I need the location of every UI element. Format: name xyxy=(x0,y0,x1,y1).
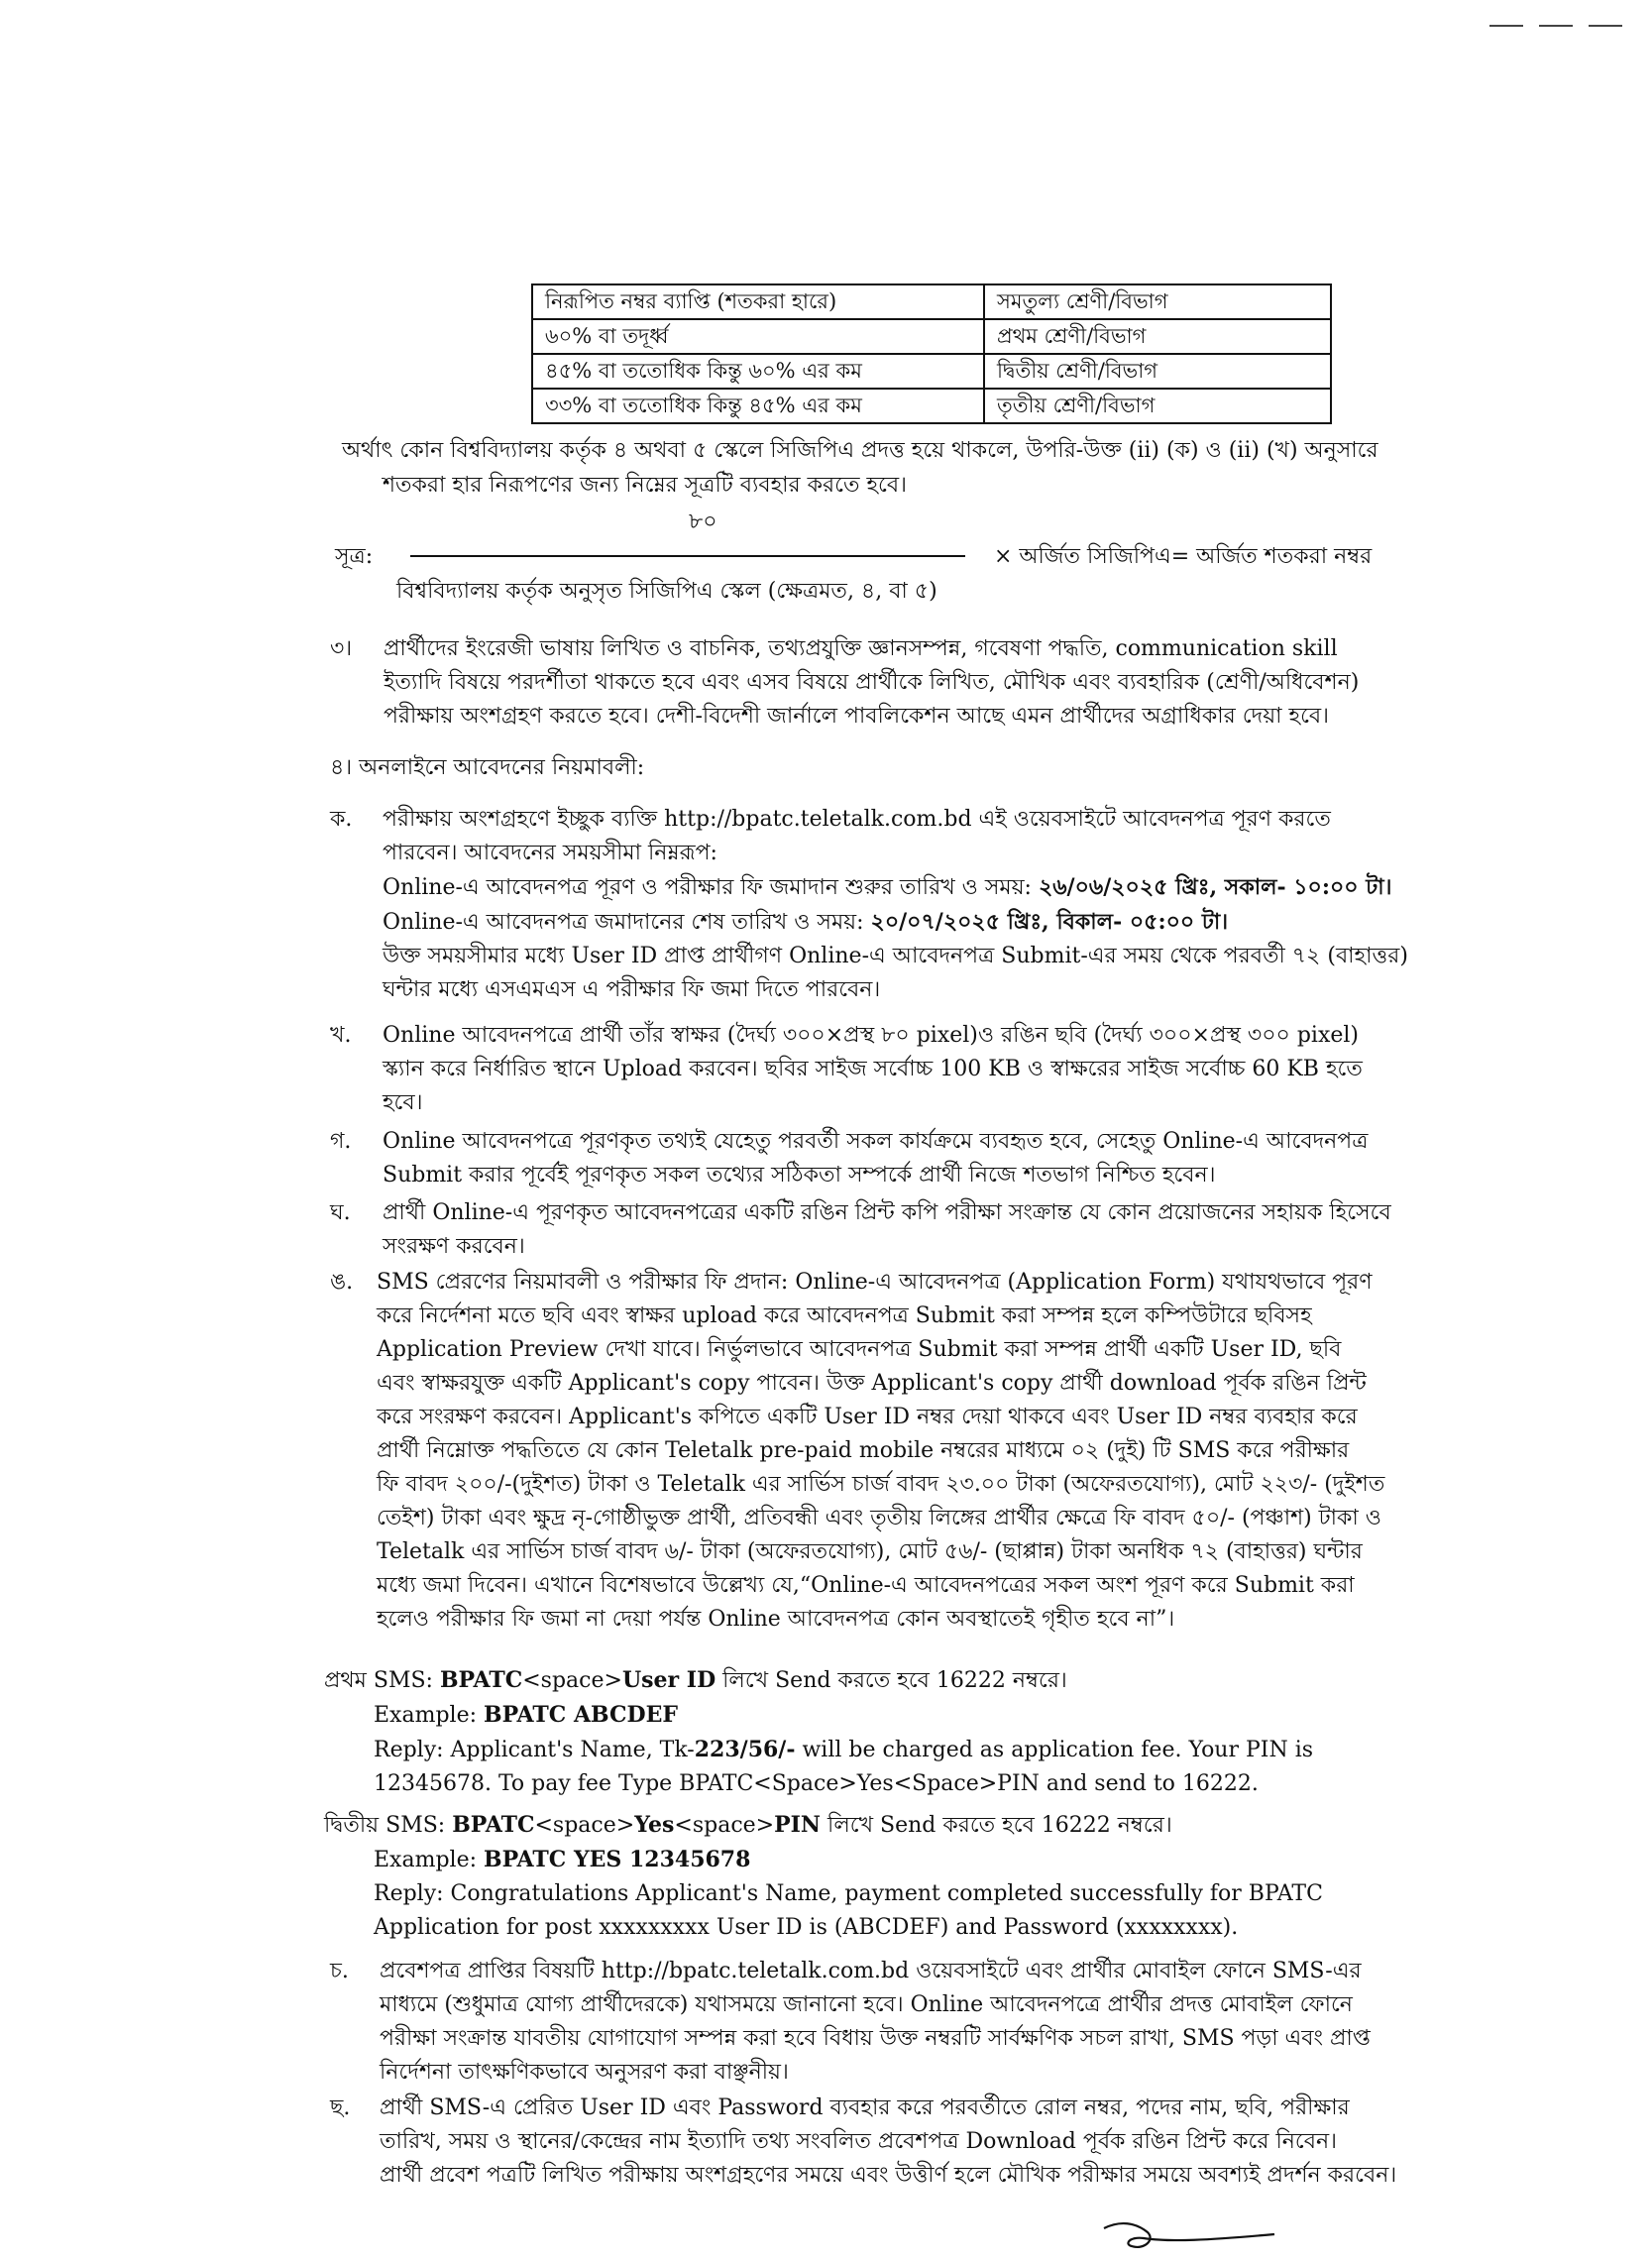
example-label: Example: xyxy=(374,1848,484,1872)
text-line: করে নির্দেশনা মতে ছবি এবং স্বাক্ষর upload করে আবেদনপত্র Submit করা সম্পন্ন হলে কম্পিউটারে ছবিসহ xyxy=(377,1303,1312,1328)
example-value: BPATC ABCDEF xyxy=(484,1702,678,1728)
text-line: প্রার্থী নিম্নোক্ত পদ্ধতিতে যে কোন Teletalk pre-paid mobile নম্বরের মাধ্যমে ০২ (দুই) টি SMS করে পরীক্ষার xyxy=(377,1438,1350,1463)
text-line: প্রার্থী প্রবেশ পত্রটি লিখিত পরীক্ষায় অংশগ্রহণের সময়ে এবং উত্তীর্ণ হলে মৌখিক পরীক্ষার সময়ে অবশ্যই প্রদর্শন করবেন। xyxy=(380,2163,1397,2188)
table-header-cell: নিরূপিত নম্বর ব্যাপ্তি (শতকরা হারে) xyxy=(532,284,984,319)
text-line: উক্ত সময়সীমার মধ্যে User ID প্রাপ্ত প্রার্থীগণ Online-এ আবেদনপত্র Submit-এর সময় থেকে পরবর্তী ৭২ (বাহাত্তর) xyxy=(383,944,1408,968)
example-label: Example: xyxy=(374,1703,484,1728)
reply-text: Application for post xxxxxxxxx User ID is (ABCDEF) and Password (xxxxxxxx). xyxy=(374,1915,1239,1940)
reply-fee: 223/56/- xyxy=(694,1737,796,1762)
formula-numerator: ৮০ xyxy=(689,509,717,534)
item-marker: ঙ. xyxy=(330,1270,354,1295)
table-cell: ৬০% বা তদূর্ধ্ব xyxy=(532,319,984,354)
example-value: BPATC YES 12345678 xyxy=(484,1847,751,1872)
item-marker: চ. xyxy=(330,1959,349,1983)
text-line: প্রার্থী Online-এ পূরণকৃত আবেদনপত্রের একটি রঙিন প্রিন্ট কপি পরীক্ষা সংক্রান্ত যে কোন প্রয়োজনের সহায়ক হিসেবে xyxy=(383,1200,1391,1225)
formula-label: সূত্র: xyxy=(335,544,374,569)
text-line: তেইশ) টাকা এবং ক্ষুদ্র নৃ-গোষ্ঠীভুক্ত প্রার্থী, প্রতিবন্ধী এবং তৃতীয় লিঙ্গের প্রার্থীর ক্ষেত্রে ফি বাবদ ৫০/- (পঞ্চাশ) টাকা ও xyxy=(377,1506,1381,1530)
text-line: Teletalk এর সার্ভিস চার্জ বাবদ ৬/- টাকা (অফেরতযোগ্য), মোট ৫৬/- (ছাপ্পান্ন) টাকা অনধিক ৭২ (বাহাত্তর) ঘন্টার xyxy=(377,1539,1363,1564)
signature-mark xyxy=(1100,2216,1278,2262)
text-line: Online আবেদনপত্রে পূরণকৃত তথ্যই যেহেতু পরবর্তী সকল কার্যক্রমে ব্যবহৃত হবে, সেহেতু Online-এ আবেদনপত্র xyxy=(383,1129,1369,1154)
reply-text: Reply: Congratulations Applicant's Name, payment completed successfully for BPATC xyxy=(374,1881,1323,1906)
item-ga-text xyxy=(383,1125,1368,1192)
sms-2-instruction xyxy=(324,1808,1323,1843)
item-uma-text xyxy=(377,1266,1384,1637)
section-3-text xyxy=(384,632,1359,734)
table-cell: তৃতীয় শ্রেণী/বিভাগ xyxy=(984,389,1331,423)
intro-line: শতকরা হার নিরূপণের জন্য নিম্নের সূত্রটি ব্যবহার করতে হবে। xyxy=(383,473,907,498)
text-line: প্রার্থী SMS-এ প্রেরিত User ID এবং Password ব্যবহার করে পরবর্তীতে রোল নম্বর, পদের নাম, ছবি, পরীক্ষার xyxy=(380,2095,1350,2120)
item-cha-text xyxy=(380,1955,1371,2090)
text-line: প্রার্থীদের ইংরেজী ভাষায় লিখিত ও বাচনিক, তথ্যপ্রযুক্তি জ্ঞানসম্পন্ন, গবেষণা পদ্ধতি, communication skill xyxy=(384,636,1338,661)
sms-1-reply xyxy=(324,1733,1313,1767)
sms-1-prefix: প্রথম SMS: xyxy=(324,1668,440,1693)
text-line: মাধ্যমে (শুধুমাত্র যোগ্য প্রার্থীদেরকে) যথাসময়ে জানানো হবে। Online আবেদনপত্রে প্রার্থীর প্রদত্ত মোবাইল ফোনে xyxy=(380,1992,1353,2017)
text-line: মধ্যে জমা দিবেন। এখানে বিশেষভাবে উল্লেখ্য যে,“Online-এ আবেদনপত্রের সকল অংশ পূরণ করে Submit করা xyxy=(377,1573,1355,1598)
item-marker: ছ. xyxy=(330,2095,351,2120)
table-header-row xyxy=(532,284,1331,319)
text-line: ফি বাবদ ২০০/-(দুইশত) টাকা ও Teletalk এর সার্ভিস চার্জ বাবদ ২৩.০০ টাকা (অফেরতযোগ্য), মোট ২২৩/- (দুইশত xyxy=(377,1472,1385,1497)
item-gha-text xyxy=(383,1196,1391,1264)
sms-1-suffix: লিখে Send করতে হবে 16222 নম্বরে। xyxy=(716,1668,1067,1693)
table-cell: ৩৩% বা ততোধিক কিন্তু ৪৫% এর কম xyxy=(532,389,984,423)
formula-denominator: বিশ্ববিদ্যালয় কর্তৃক অনুসৃত সিজিপিএ স্কেল (ক্ষেত্রমত, ৪, বা ৫) xyxy=(396,579,937,604)
text-line: এবং স্বাক্ষরযুক্ত একটি Applicant's copy পাবেন। উক্ত Applicant's copy প্রার্থী download পূর্বক রঙিন প্রিন্ট xyxy=(377,1371,1367,1396)
sms-2-example xyxy=(324,1843,1323,1877)
sms-2-prefix: দ্বিতীয় SMS: xyxy=(324,1813,453,1838)
fraction-bar xyxy=(410,555,965,557)
formula-result: × অর্জিত সিজিপিএ= অর্জিত শতকরা নম্বর xyxy=(994,544,1373,569)
text-line: নির্দেশনা তাৎক্ষণিকভাবে অনুসরণ করা বাঞ্ছনীয়। xyxy=(380,2060,789,2085)
table-header-cell: সমতুল্য শ্রেণী/বিভাগ xyxy=(984,284,1331,319)
intro-line: অর্থাৎ কোন বিশ্ববিদ্যালয় কর্তৃক ৪ অথবা ৫ স্কেলে সিজিপিএ প্রদত্ত হয়ে থাকলে, উপরি-উক্ত (ii) (ক) ও (ii) (খ) অনুসারে xyxy=(342,438,1378,463)
deadline-end-label: Online-এ আবেদনপত্র জমাদানের শেষ তারিখ ও সময়: xyxy=(383,910,871,935)
item-marker: ঘ. xyxy=(330,1200,351,1225)
sms-2-block xyxy=(324,1808,1323,1945)
text-line: Submit করার পূর্বেই পূরণকৃত সকল তথ্যের সঠিকতা সম্পর্কে প্রার্থী নিজে শতভাগ নিশ্চিত হবেন। xyxy=(383,1163,1216,1188)
grade-equivalence-table xyxy=(531,283,1332,424)
deadline-start xyxy=(383,870,1408,905)
sms-2-space: <space> xyxy=(534,1813,635,1838)
item-marker: ক. xyxy=(330,807,353,832)
reply-text: Reply: Applicant's Name, Tk- xyxy=(374,1738,695,1762)
table-row xyxy=(532,389,1331,423)
table-row xyxy=(532,354,1331,389)
text-line: পরীক্ষা সংক্রান্ত যাবতীয় যোগাযোগ সম্পন্ন করা হবে বিধায় উক্ত নম্বরটি সার্বক্ষণিক সচল রাখা, SMS পড়া এবং প্রাপ্ত xyxy=(380,2026,1371,2051)
sms-1-space: <space> xyxy=(522,1668,622,1693)
sms-1-instruction xyxy=(324,1663,1313,1698)
text-line: ইত্যাদি বিষয়ে পরদর্শীতা থাকতে হবে এবং এসব বিষয়ে প্রার্থীকে লিখিত, মৌখিক এবং ব্যবহারিক (শ্রেণী/অধিবেশন) xyxy=(384,670,1360,695)
text-line: Application Preview দেখা যাবে। নির্ভুলভাবে আবেদনপত্র Submit করা সম্পন্ন প্রার্থী একটি User ID, ছবি xyxy=(377,1337,1342,1362)
sms-1-field: User ID xyxy=(621,1667,716,1693)
deadline-start-value: ২৬/০৬/২০২৫ খ্রিঃ, সকাল- ১০:০০ টা। xyxy=(1038,874,1392,900)
section-4-heading: ৪। অনলাইনে আবেদনের নিয়মাবলী: xyxy=(330,755,645,780)
deadline-end-value: ২০/০৭/২০২৫ খ্রিঃ, বিকাল- ০৫:০০ টা। xyxy=(870,909,1229,935)
header-dashes xyxy=(1474,4,1622,38)
item-marker: গ. xyxy=(330,1129,352,1154)
text-line: তারিখ, সময় ও স্থানের/কেন্দ্রের নাম ইত্যাদি তথ্য সংবলিত প্রবেশপত্র Download পূর্বক রঙিন প্রিন্ট করে নিবেন। xyxy=(380,2129,1337,2154)
table-cell: প্রথম শ্রেণী/বিভাগ xyxy=(984,319,1331,354)
text-line: হবে। xyxy=(383,1090,423,1115)
deadline-end xyxy=(383,905,1408,940)
sms-2-code: BPATC xyxy=(452,1812,535,1838)
text-line: প্রবেশপত্র প্রাপ্তির বিষয়টি http://bpatc.teletalk.com.bd ওয়েবসাইটে এবং প্রার্থীর মোবাইল ফোনে SMS-এর xyxy=(380,1959,1362,1983)
table-cell: দ্বিতীয় শ্রেণী/বিভাগ xyxy=(984,354,1331,389)
sms-1-block xyxy=(324,1663,1313,1801)
reply-text: 12345678. To pay fee Type BPATC<Space>Yes<Space>PIN and send to 16222. xyxy=(374,1771,1259,1796)
sms-1-example xyxy=(324,1698,1313,1733)
sms-2-suffix: লিখে Send করতে হবে 16222 নম্বরে। xyxy=(821,1813,1172,1838)
text-line: ঘন্টার মধ্যে এসএমএস এ পরীক্ষার ফি জমা দিতে পারবেন। xyxy=(383,977,881,1002)
text-line: Online আবেদনপত্রে প্রার্থী তাঁর স্বাক্ষর (দৈর্ঘ্য ৩০০×প্রস্থ ৮০ pixel)ও রঙিন ছবি (দৈর্ঘ্য ৩০০×প্রস্থ ৩০০ pixel) xyxy=(383,1023,1359,1048)
text-line: পারবেন। আবেদনের সময়সীমা নিম্নরূপ: xyxy=(383,841,717,865)
deadline-start-label: Online-এ আবেদনপত্র পূরণ ও পরীক্ষার ফি জমাদান শুরুর তারিখ ও সময়: xyxy=(383,875,1039,900)
section-number: ৩। xyxy=(330,636,353,661)
sms-1-code: BPATC xyxy=(439,1667,523,1693)
sms-2-space: <space> xyxy=(674,1813,775,1838)
text-line: সংরক্ষণ করবেন। xyxy=(383,1234,525,1259)
text-line: পরীক্ষায় অংশগ্রহণ করতে হবে। দেশী-বিদেশী জার্নালে পাবলিকেশন আছে এমন প্রার্থীদের অগ্রাধিকার দেয়া হবে। xyxy=(384,704,1330,729)
text-line: স্ক্যান করে নির্ধারিত স্থানে Upload করবেন। ছবির সাইজ সর্বোচ্চ 100 KB ও স্বাক্ষরের সাইজ সর্বোচ্চ 60 KB হতে xyxy=(383,1057,1363,1081)
text-line: হলেও পরীক্ষার ফি জমা না দেয়া পর্যন্ত Online আবেদনপত্র কোন অবস্থাতেই গৃহীত হবে না”। xyxy=(377,1607,1175,1632)
item-kha-text xyxy=(383,1019,1363,1120)
sms-2-pin: PIN xyxy=(774,1812,822,1838)
item-chha-text xyxy=(380,2092,1396,2193)
text-line: SMS প্রেরণের নিয়মাবলী ও পরীক্ষার ফি প্রদান: Online-এ আবেদনপত্র (Application Form) যথাযথভাবে পূরণ xyxy=(377,1270,1373,1295)
text-line: করে সংরক্ষণ করবেন। Applicant's কপিতে একটি User ID নম্বর দেয়া থাকবে এবং User ID নম্বর ব্যবহার করে xyxy=(377,1405,1358,1429)
table-row xyxy=(532,319,1331,354)
reply-text: will be charged as application fee. Your PIN is xyxy=(795,1738,1314,1762)
item-marker: খ. xyxy=(330,1023,352,1048)
text-line: পরীক্ষায় অংশগ্রহণে ইচ্ছুক ব্যক্তি http://bpatc.teletalk.com.bd এই ওয়েবসাইটে আবেদনপত্র পূরণ করতে xyxy=(383,807,1331,832)
item-ka-text xyxy=(383,803,1408,1007)
sms-2-yes: Yes xyxy=(634,1812,675,1838)
table-cell: ৪৫% বা ততোধিক কিন্তু ৬০% এর কম xyxy=(532,354,984,389)
